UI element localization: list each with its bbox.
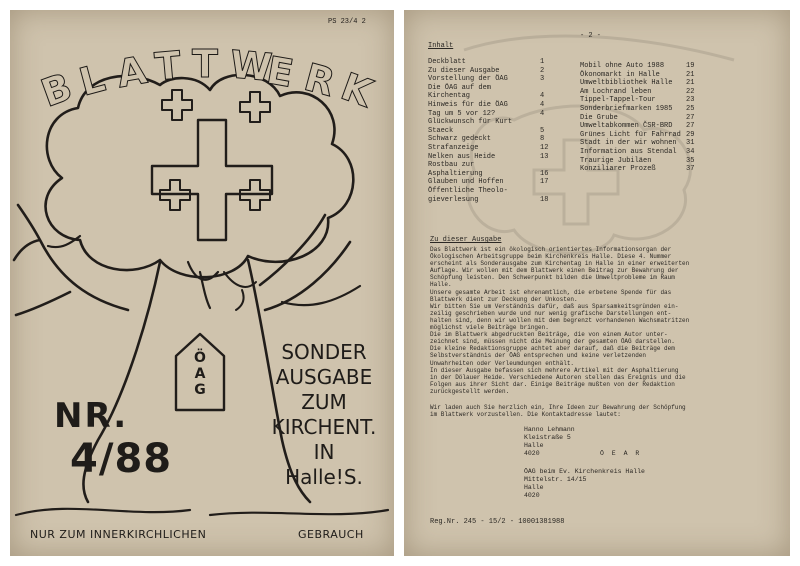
toc-entry-title: Schwarz gedeckt (428, 135, 492, 144)
paragraph-line: In dieser Ausgabe befassen sich mehrere Artikel mit der Asphaltierung (430, 366, 679, 374)
toc-entry-title: gieverlesung (428, 195, 479, 204)
toc-entry-title: Vorstellung der ÖAG (428, 75, 508, 84)
toc-entry (428, 75, 545, 84)
paragraph-line: Die kleine Redaktionsgruppe achtet aber darauf, daß die Beiträge dem (430, 345, 675, 353)
paragraph-line: erscheint als Sonderausgabe zum Kirchentag in Halle in einer erweiterten (430, 260, 690, 268)
toc-entry-page: 37 (686, 165, 695, 174)
toc-entry-title: Umweltabkommen ČSR-BRD (580, 122, 673, 131)
address-line: Mittelstr. 14/15 (524, 476, 587, 483)
logo-letter: A (194, 366, 206, 382)
toc-entry-title: Umweltbibliothek Halle (580, 79, 673, 88)
toc-entry-title: Traurige Jubiläen (580, 156, 652, 165)
masthead-letter: T (152, 42, 183, 90)
issue-label: NR. (54, 396, 129, 436)
special-edition-line: KIRCHENT. (271, 415, 377, 439)
masthead-letter: E (263, 47, 297, 96)
toc-entry-title: Nelken aus Heide (428, 152, 496, 161)
toc-entry (428, 135, 545, 144)
toc-entry (580, 62, 695, 70)
masthead (34, 28, 379, 116)
masthead-letter: A (113, 47, 151, 96)
toc-entry-page: 27 (686, 122, 695, 131)
paragraph-line: möglichst viele Beiträge bringen. (430, 324, 549, 332)
toc-entry (428, 161, 474, 169)
special-edition-text (260, 340, 388, 490)
special-edition-line: ZUM (301, 390, 347, 414)
address-block-1 (524, 426, 575, 458)
toc-entry-page: 18 (540, 195, 549, 204)
cover-code: PS 23/4 2 (328, 18, 366, 26)
toc-entry-title: Mobil ohne Auto 1988 (580, 62, 665, 70)
toc-entry-page: 21 (686, 70, 695, 79)
oeag-logo-text (182, 350, 218, 398)
toc-entry-page: 35 (686, 156, 695, 165)
contents-page (404, 10, 790, 556)
paragraph-line: Schöpfung leisten. Den Schwerpunkt bilden die Umweltprobleme im Raum (430, 274, 675, 282)
toc-entry (580, 156, 695, 165)
toc-entry-page: 25 (686, 105, 695, 113)
toc-entry (428, 126, 545, 135)
toc-entry-title: Strafanzeige (428, 144, 479, 152)
toc-entry (580, 96, 695, 105)
toc-entry (580, 165, 695, 174)
paragraph-line: Die im Blattwerk abgedruckten Beiträge, die von einem Autor unter- (430, 331, 668, 339)
toc-entry-page: 2 (540, 66, 545, 75)
logo-letter: Ö (194, 350, 206, 366)
toc-entry (428, 92, 545, 101)
toc-entry-title: Am Lochrand leben (580, 87, 652, 96)
masthead-letter: B (35, 64, 78, 116)
toc-entry (580, 87, 695, 96)
toc-entry-page: 1 (540, 58, 545, 66)
masthead-letter: K (335, 64, 379, 116)
paragraph-line: Halle. (430, 281, 452, 289)
toc-entry (428, 58, 545, 66)
address-line: Hanno Lehmann (524, 426, 575, 433)
toc-entry-page: 5 (540, 126, 545, 135)
toc-entry (428, 195, 549, 204)
footer-right: GEBRAUCH (298, 528, 364, 541)
toc-entry-page: 4 (540, 109, 545, 118)
toc-entry-page: 19 (686, 62, 695, 70)
paragraph-line: Selbstverständnis der ÖAG entsprechen und keine verletzenden (430, 352, 647, 360)
toc-entry (580, 105, 695, 113)
page-marker: - 2 - (580, 32, 602, 40)
toc-entry-title: Stadt in der wir wohnen (580, 139, 677, 148)
toc-entry (428, 152, 549, 161)
toc-entry (580, 130, 695, 139)
address-line: 4020 (524, 492, 540, 499)
address-line: 4020 (524, 450, 540, 457)
paragraph-line: Unsere gesamte Arbeit ist ehrenamtlich, die erbetene Spende für das (430, 288, 672, 296)
toc-entry-page: 29 (686, 130, 695, 139)
address-line: ÖAG beim Ev. Kirchenkreis Halle (524, 468, 645, 475)
toc-entry (428, 118, 512, 126)
toc-entry (428, 84, 491, 92)
intro-paragraph (430, 246, 765, 395)
toc-entry-title: Konziliarer Prozeß (580, 165, 656, 174)
paragraph-line: zeichnet sind, müssen nicht die Meinung der gesamten ÖAG darstellen. (430, 338, 675, 346)
special-edition-line: SONDER (281, 340, 367, 364)
toc-entry-page: 34 (686, 148, 695, 156)
paragraph-line: Folgen aus ihrer Sicht dar. Einige Beiträge mußten von der Redaktion (430, 380, 675, 388)
toc-entry-title: Asphaltierung (428, 169, 483, 178)
toc-entry-title: Sonderbriefmarken 1985 (580, 105, 673, 113)
toc-entry-title: Die Grube (580, 113, 618, 122)
toc-entry-page: 4 (540, 92, 545, 101)
toc-entry-page: 4 (540, 101, 545, 109)
toc-entry-title: Staeck (428, 126, 454, 135)
toc-entry (580, 79, 695, 88)
toc-entry (580, 122, 695, 131)
toc-entry-page: 22 (686, 87, 695, 96)
masthead-letter: L (74, 55, 110, 105)
address-line: Kleistraße 5 (524, 434, 571, 441)
toc-entry (428, 66, 545, 75)
toc-entry-page: 23 (686, 96, 695, 105)
toc-entry (428, 178, 549, 187)
paragraph-line: Blattwerk dient zur Deckung der Unkosten. (430, 295, 578, 303)
toc-heading: Inhalt (428, 42, 454, 50)
toc-entry (428, 169, 549, 178)
paragraph-line: Ökologischen Arbeitsgruppe beim Kirchenkreis Halle. Diese 4. Nummer (430, 253, 672, 261)
paragraph-line: in der Dölauer Heide. Verschiedene Autoren stellen das Ereignis und die (430, 373, 686, 381)
toc-entry-title: Ökonomarkt in Halle (580, 70, 660, 79)
masthead-letter: W (227, 42, 274, 90)
paragraph-line: Unwahrheiten oder Verleumdungen enthält. (430, 359, 575, 367)
invite-paragraph (430, 404, 765, 418)
toc-entry-page: 13 (540, 152, 549, 161)
toc-entry-page: 16 (540, 169, 549, 178)
registration-number: Reg.Nr. 245 - 15/2 - 10001381988 (430, 518, 565, 526)
special-edition-line: AUSGABE (275, 365, 373, 389)
toc-entry (580, 70, 695, 79)
paragraph-line: Auflage. Wir wollen mit dem Blattwerk einen Beitrag zur Bewahrung der (430, 267, 679, 275)
toc-entry (580, 139, 695, 148)
toc-entry-title: Deckblatt (428, 58, 466, 66)
address-line: Halle (524, 442, 544, 449)
footer-left: NUR ZUM INNERKIRCHLICHEN (30, 528, 207, 541)
toc-entry-title: Information aus Stendal (580, 148, 677, 156)
toc-entry (428, 144, 549, 152)
toc-entry (428, 109, 545, 118)
toc-entry (428, 101, 545, 109)
toc-entry-title: Grünes Licht für Fahrrad (580, 130, 681, 139)
paragraph-line: halten sind, denn wir wollen mit dem begrenzt vorhandenen Wachsmatritzen (430, 316, 690, 324)
toc-entry-page: 3 (540, 75, 545, 84)
toc-entry-title: Öffentliche Theolo- (428, 187, 508, 195)
address-line: Halle (524, 484, 544, 491)
paragraph-line: Wir laden auch Sie herzlich ein, Ihre Ideen zur Bewahrung der Schöpfung (430, 404, 686, 411)
paragraph-line: Das Blattwerk ist ein ökologisch orientiertes Informationsorgan der (430, 246, 672, 253)
toc-entry-title: Zu dieser Ausgabe (428, 66, 500, 75)
issue-number: 4/88 (70, 436, 173, 482)
masthead-letter: T (192, 42, 218, 86)
toc-entry-page: 17 (540, 178, 549, 187)
section-heading: Zu dieser Ausgabe (430, 236, 502, 244)
paragraph-line: zeilig geschrieben wurde und nur wenig grafische Darstellungen ent- (430, 309, 672, 317)
paragraph-line: Wir bitten Sie um Verständnis dafür, daß aus Sparsamkeitsgründen ein- (430, 302, 679, 310)
toc-entry-title: Kirchentag (428, 92, 471, 101)
address-block-2 (524, 468, 645, 500)
paragraph-line: zurückgestellt werden. (430, 387, 510, 395)
toc-entry-title: Glauben und Hoffen (428, 178, 504, 187)
toc-entry-page: 31 (686, 139, 695, 148)
toc-entry (580, 148, 695, 156)
toc-entry-title: Glückwunsch für Kurt (428, 118, 513, 127)
toc-entry-title: Hinweis für die ÖAG (428, 101, 508, 109)
toc-entry-title: Rostbau zur (428, 161, 475, 170)
toc-entry-title: Tippel-Tappel-Tour (580, 96, 656, 105)
special-edition-line: IN (313, 440, 335, 464)
cover-page (10, 10, 394, 556)
special-edition-line: Halle!S. (285, 465, 363, 489)
toc-entry-page: 12 (540, 144, 549, 152)
toc-entry-page: 27 (686, 113, 695, 122)
masthead-letter: R (299, 55, 339, 106)
toc-entry-page: 21 (686, 79, 695, 88)
toc-entry (428, 187, 508, 195)
oear-text: Ö E A R (600, 450, 642, 457)
tree-branch-left (14, 205, 128, 315)
paragraph-line: im Blattwerk vorzustellen. Die Kontaktadresse lautet: (430, 411, 621, 419)
toc-entry (580, 113, 695, 122)
logo-letter: G (194, 382, 206, 398)
toc-entry-title: Tag um 5 vor 12? (428, 109, 496, 118)
toc-entry-title: Die ÖAG auf dem (428, 83, 492, 92)
toc-entry-page: 8 (540, 135, 545, 144)
